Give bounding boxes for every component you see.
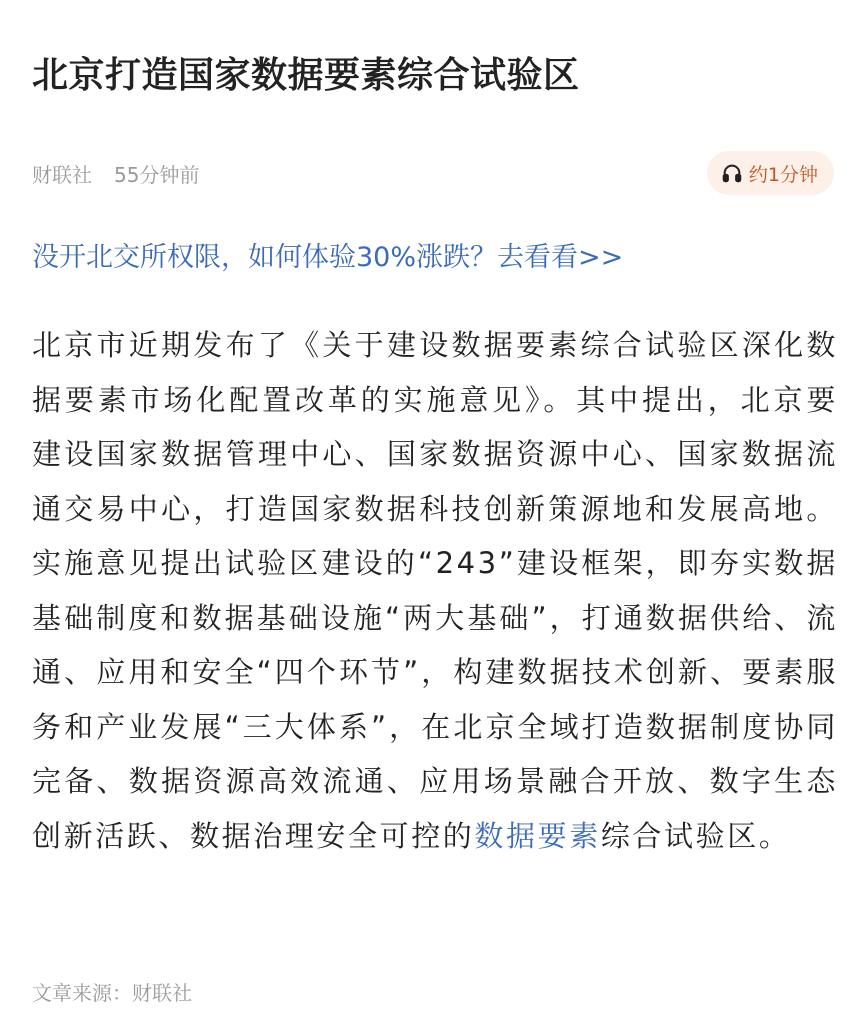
- listen-duration: 约1分钟: [748, 163, 818, 186]
- listen-button[interactable]: [707, 151, 834, 195]
- headphones-icon: [721, 162, 749, 184]
- article-title: 北京打造国家数据要素综合试验区: [32, 55, 580, 96]
- source-name: 财联社: [32, 162, 92, 187]
- promo-link[interactable]: 没开北交所权限，如何体验30%涨跌？去看看>>: [32, 242, 624, 273]
- body-text-end: 综合试验区。: [600, 818, 791, 853]
- article-source-footer: 文章来源：财联社: [32, 981, 192, 1005]
- keyword-link[interactable]: 数据要素: [474, 818, 601, 853]
- article-meta: [32, 158, 199, 188]
- article-body: [32, 318, 838, 863]
- body-text-part: 北京市近期发布了《关于建设数据要素综合试验区深化数据要素市场化配置改革的实施意见》。其中提出，北京要建设国家数据管理中心、国家数据资源中心、国家数据流通交易中心，打造国家数据科技创新策源地和发展高地。实施意见提出试验区建设的“243”建设框架，即夯实数据基础制度和数据基础设施“两大基础”，打通数据供给、流通、应用和安全“四个环节”，构建数据技术创新、要素服务和产业发展“三大体系”，在北京全域打造数据制度协同完备、数据资源高效流通、应用场景融合开放、数字生态创新活跃、数据治理安全可控的: [32, 328, 838, 853]
- publish-time: 55分钟前: [114, 162, 200, 187]
